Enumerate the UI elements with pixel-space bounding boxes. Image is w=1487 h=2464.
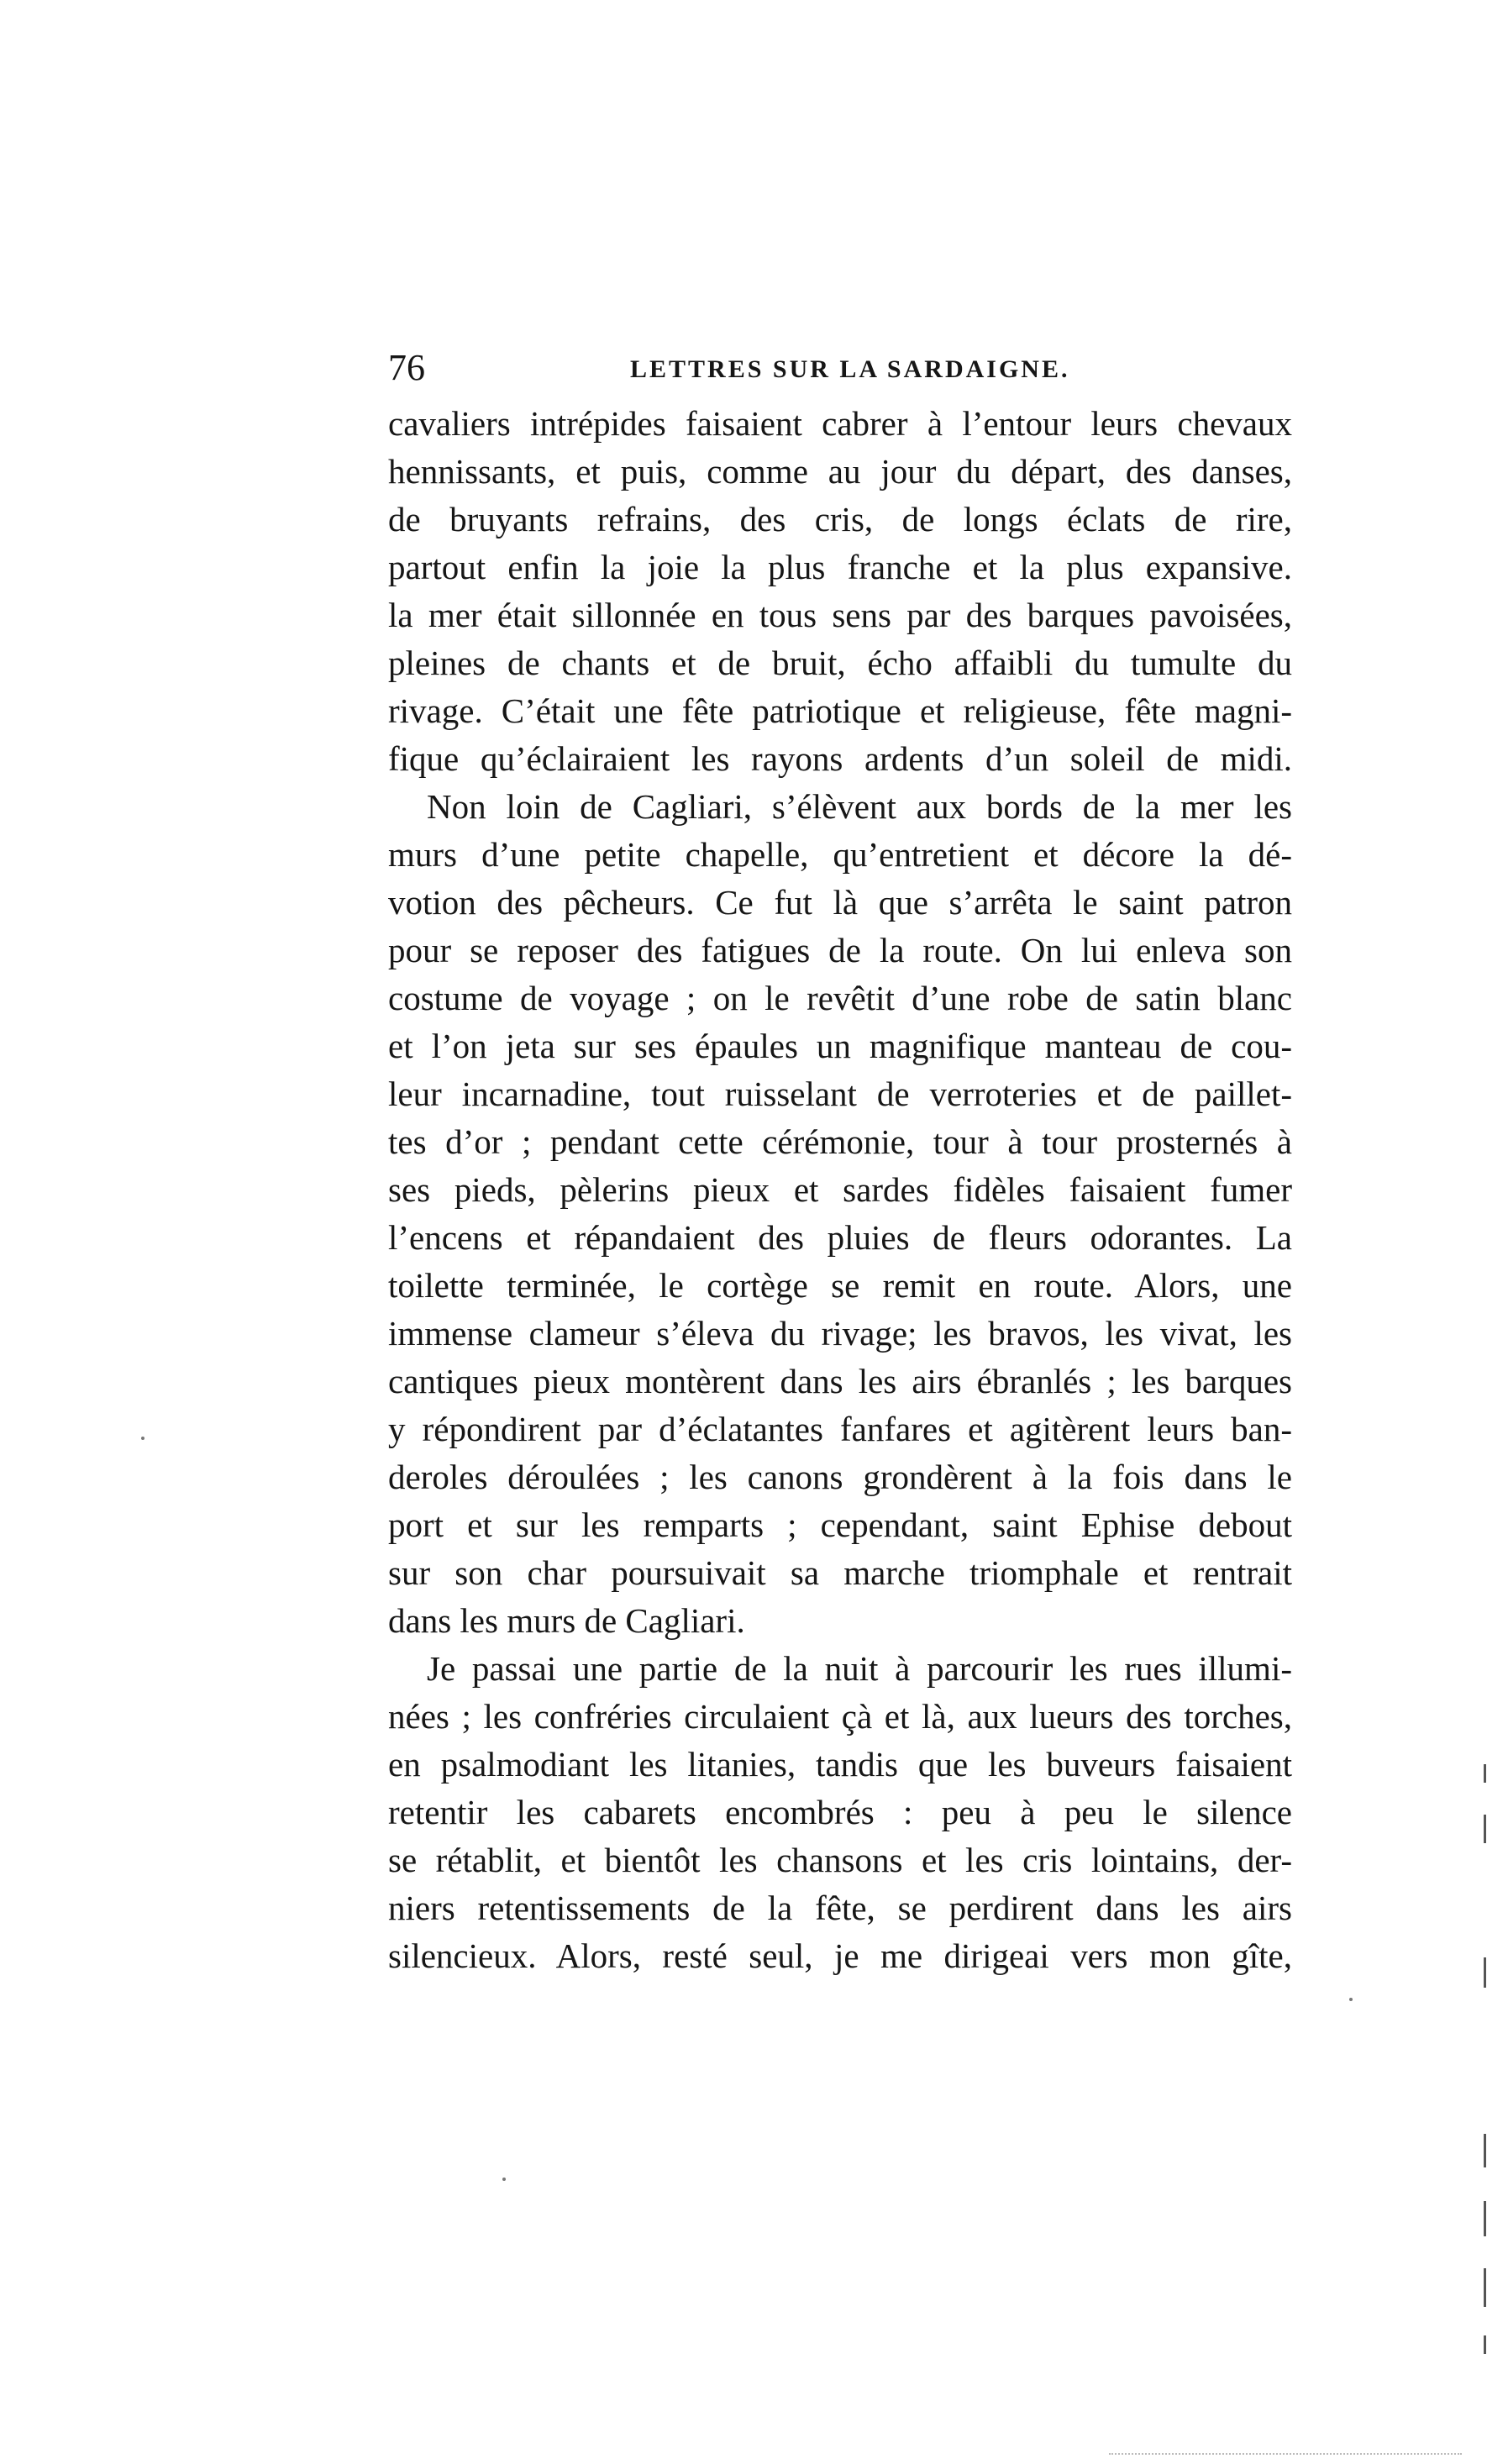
text-line: hennissants, et puis, comme au jour du départ, des danses, xyxy=(388,452,1292,491)
text-line: nées ; les confréries circulaient çà et là, aux lueurs des torches, xyxy=(388,1697,1292,1736)
scan-speck xyxy=(502,2178,506,2181)
text-line: tes d’or ; pendant cette cérémonie, tour à tour prosternés à xyxy=(388,1122,1292,1161)
text-line: rivage. C’était une fête patriotique et religieuse, fête magni- xyxy=(388,691,1292,730)
text-line: cavaliers intrépides faisaient cabrer à l’entour leurs chevaux xyxy=(388,404,1292,443)
text-line: costume de voyage ; on le revêtit d’une robe de satin blanc xyxy=(388,979,1292,1017)
text-line: de bruyants refrains, des cris, de longs éclats de rire, xyxy=(388,500,1292,539)
running-title: LETTRES SUR LA SARDAIGNE. xyxy=(630,355,1070,383)
text-line: cantiques pieux montèrent dans les airs ébranlés ; les barques xyxy=(388,1362,1292,1400)
scan-artifact-mark xyxy=(1484,2268,1486,2307)
paragraph-3 xyxy=(388,1645,1292,1980)
text-line: Je passai une partie de la nuit à parcourir les rues illumi- xyxy=(427,1649,1292,1688)
body-text xyxy=(388,400,1292,1980)
scan-speck xyxy=(1349,1998,1353,2001)
scan-artifact-mark xyxy=(1484,1764,1486,1783)
text-line: votion des pêcheurs. Ce fut là que s’arrêta le saint patron xyxy=(388,883,1292,922)
text-line: fique qu’éclairaient les rayons ardents d’un soleil de midi. xyxy=(388,739,1292,778)
text-line: la mer était sillonnée en tous sens par des barques pavoisées, xyxy=(388,596,1292,634)
paragraph-2 xyxy=(388,783,1292,1645)
text-line: se rétablit, et bientôt les chansons et les cris lointains, der- xyxy=(388,1841,1292,1879)
scan-artifact-mark xyxy=(1484,1957,1486,1988)
text-line: pour se reposer des fatigues de la route. On lui enleva son xyxy=(388,931,1292,969)
scan-artifact-mark xyxy=(1484,2335,1486,2354)
paragraph-1 xyxy=(388,400,1292,783)
text-line: l’encens et répandaient des pluies de fleurs odorantes. La xyxy=(388,1218,1292,1257)
text-line: murs d’une petite chapelle, qu’entretient et décore la dé- xyxy=(388,835,1292,874)
scan-artifact-mark xyxy=(1484,2134,1486,2167)
text-line: toilette terminée, le cortège se remit en route. Alors, une xyxy=(388,1266,1292,1305)
text-line: retentir les cabarets encombrés : peu à peu le silence xyxy=(388,1793,1292,1831)
scan-speck xyxy=(141,1437,144,1440)
text-line: port et sur les remparts ; cependant, saint Ephise debout xyxy=(388,1505,1292,1544)
text-line: silencieux. Alors, resté seul, je me dirigeai vers mon gîte, xyxy=(388,1936,1292,1975)
text-line: partout enfin la joie la plus franche et la plus expansive. xyxy=(388,548,1292,586)
text-line: ses pieds, pèlerins pieux et sardes fidèles faisaient fumer xyxy=(388,1170,1292,1209)
text-line: sur son char poursuivait sa marche triomphale et rentrait xyxy=(388,1553,1292,1592)
text-line: y répondirent par d’éclatantes fanfares et agitèrent leurs ban- xyxy=(388,1410,1292,1448)
text-line: deroles déroulées ; les canons grondèrent à la fois dans le xyxy=(388,1458,1292,1496)
text-line: et l’on jeta sur ses épaules un magnifique manteau de cou- xyxy=(388,1027,1292,1065)
text-line: immense clameur s’éleva du rivage; les bravos, les vivat, les xyxy=(388,1314,1292,1353)
text-line: pleines de chants et de bruit, écho affaibli du tumulte du xyxy=(388,644,1292,682)
scan-artifact-mark xyxy=(1484,2201,1486,2236)
text-line: en psalmodiant les litanies, tandis que les buveurs faisaient xyxy=(388,1745,1292,1784)
text-line: leur incarnadine, tout ruisselant de verroteries et de paillet- xyxy=(388,1074,1292,1113)
running-head xyxy=(388,343,1292,393)
text-line: dans les murs de Cagliari. xyxy=(388,1601,745,1640)
page-number: 76 xyxy=(388,347,425,388)
text-line: niers retentissements de la fête, se perdirent dans les airs xyxy=(388,1889,1292,1927)
scan-artifact-line xyxy=(1109,2453,1462,2457)
text-line: Non loin de Cagliari, s’élèvent aux bords de la mer les xyxy=(427,787,1292,826)
scan-artifact-mark xyxy=(1484,1815,1486,1843)
